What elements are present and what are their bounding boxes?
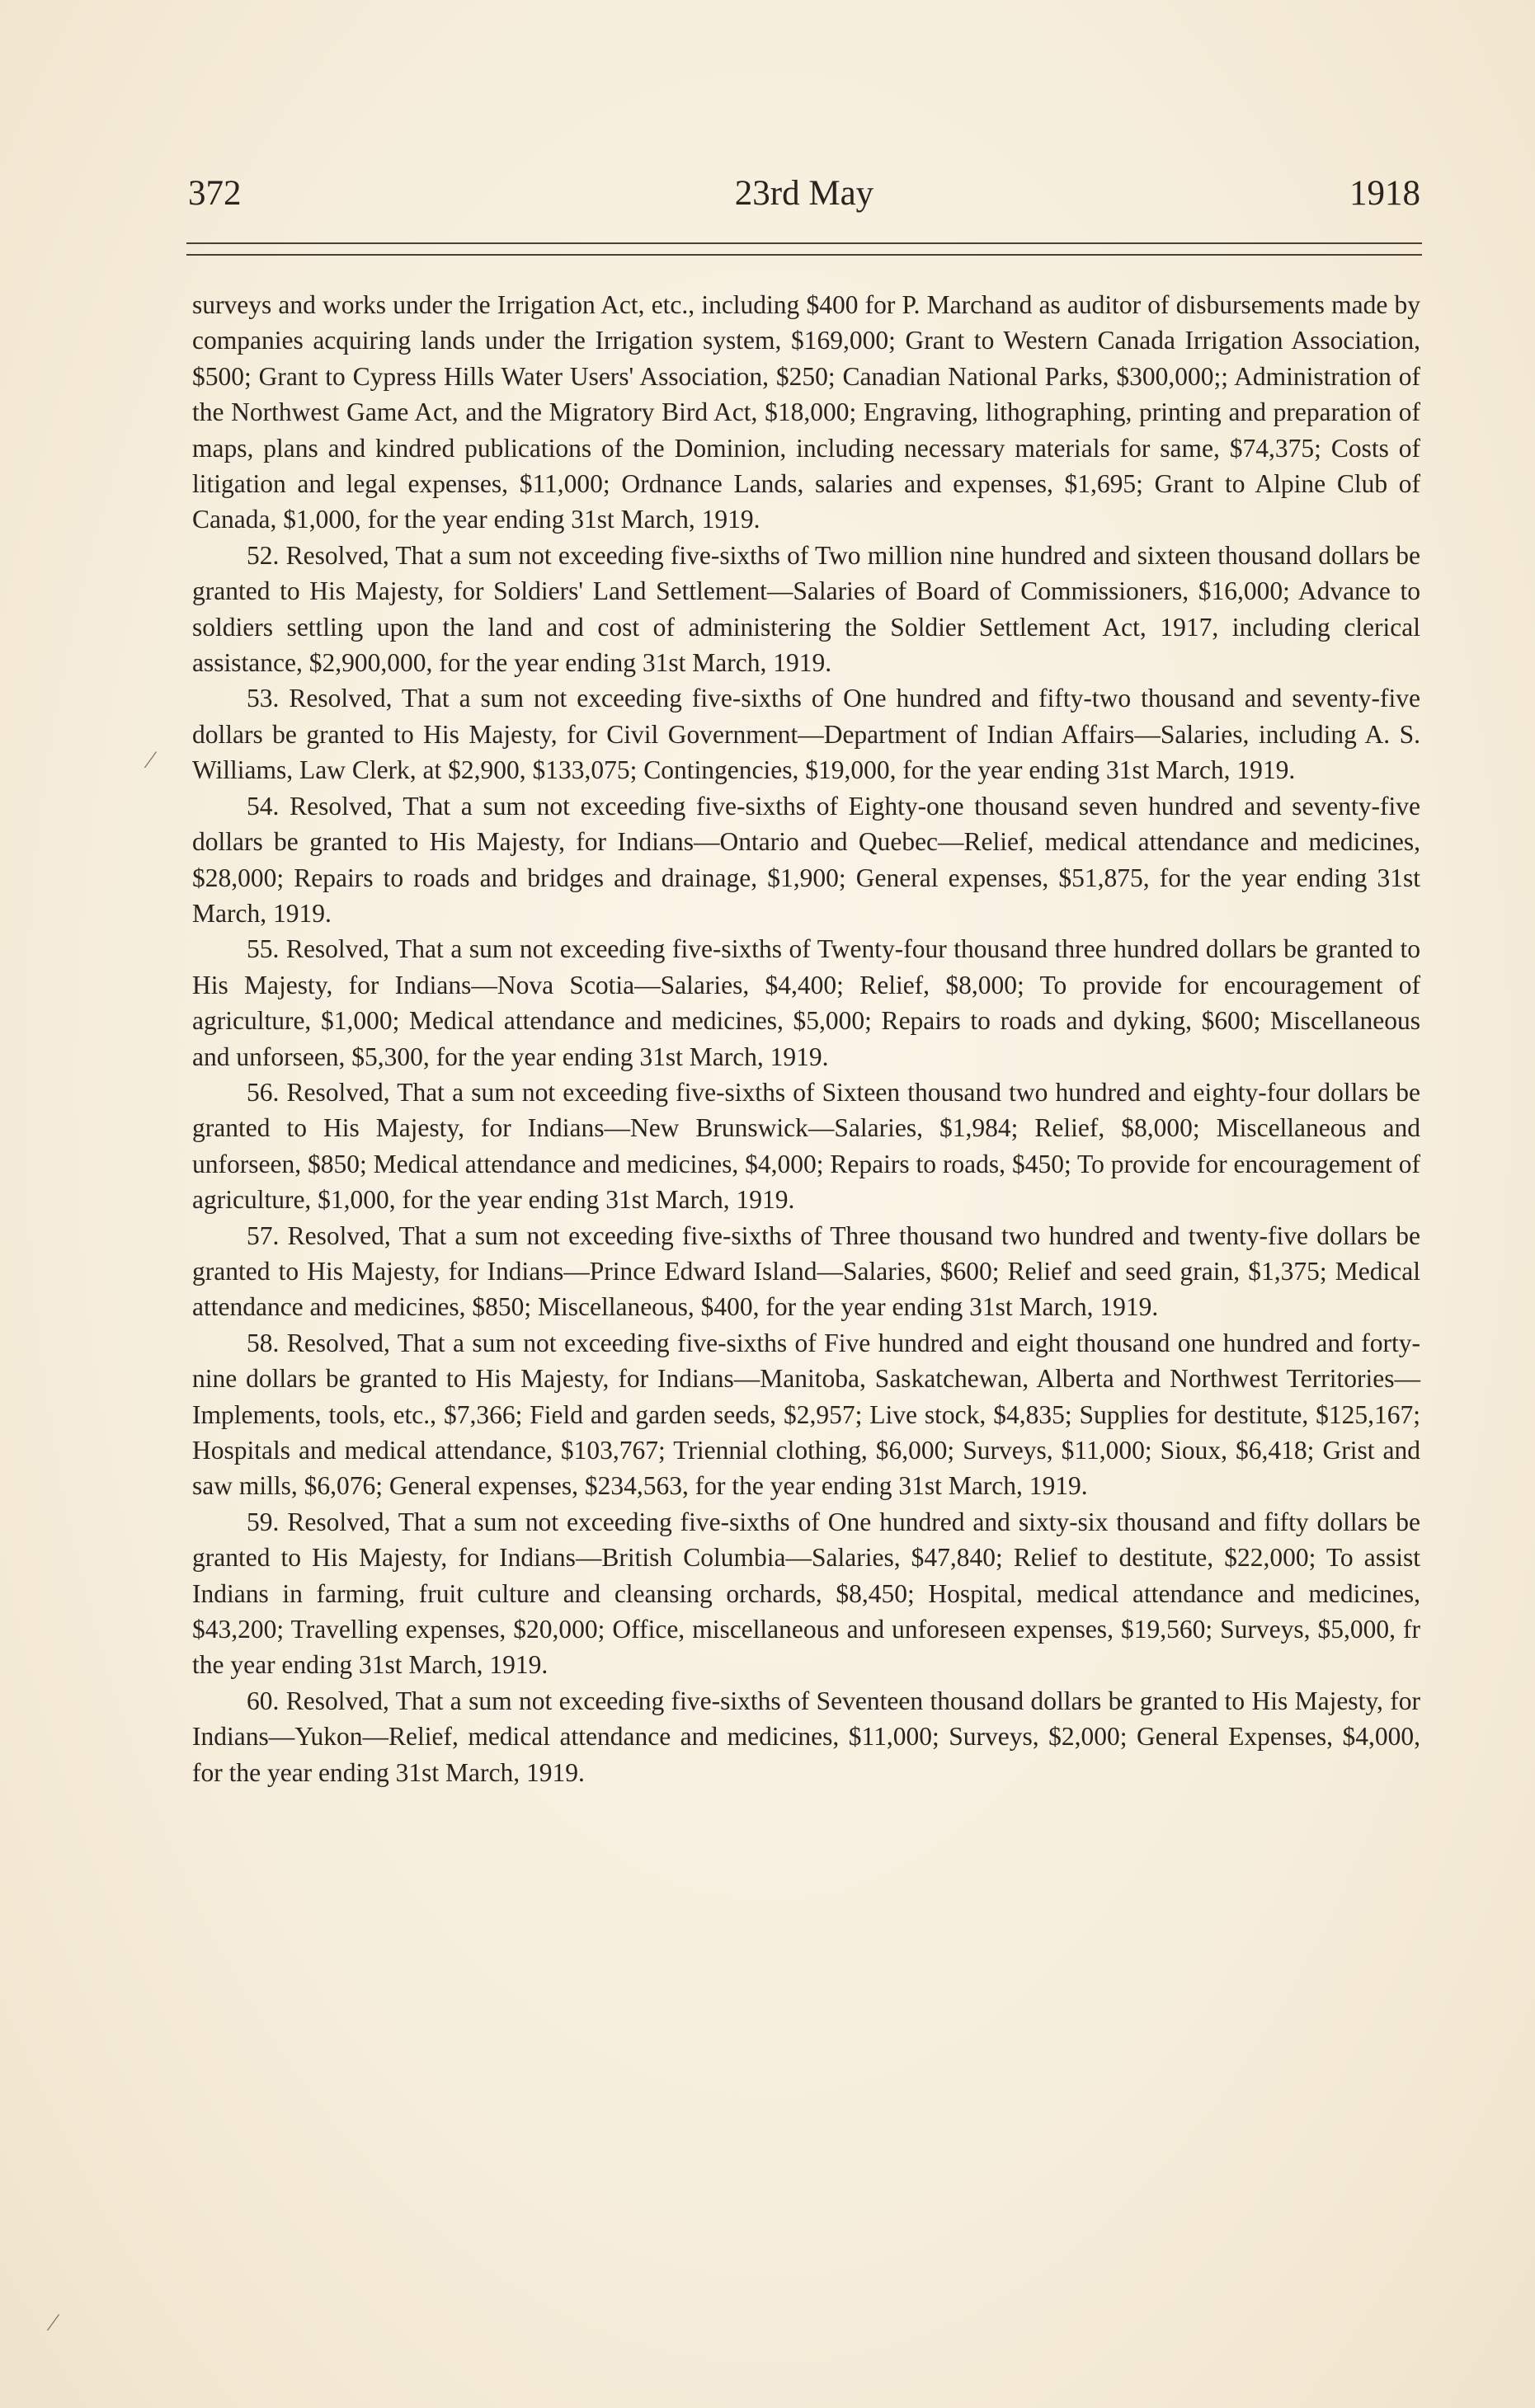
paragraph-59: 59. Resolved, That a sum not exceeding five-sixths of One hundred and sixty-six thousand and fifty dollars be granted to His Majesty, for Indians—British Columbia—Salaries, $47,840; Relief to destitute, $22,000; To assist Indians in farming, fruit culture and cleansing orchards, $8,450; Hospital, medical attendance and medicines, $43,200; Travelling expenses, $20,000; Office, miscellaneous and unforeseen expenses, $19,560; Surveys, $5,000, fr the year ending 31st March, 1919. bbox=[192, 1507, 1420, 1680]
header-rule-bottom bbox=[186, 254, 1422, 256]
margin-pencil-mark: ⁄ bbox=[148, 746, 153, 774]
paragraph-54: 54. Resolved, That a sum not exceeding five-sixths of Eighty-one thousand seven hundred and seventy-five dollars be granted to His Majesty, for Indians—Ontario and Quebec—Relief, medical attendance and medicines, $28,000; Repairs to roads and bridges and drainage, $1,900; General expenses, $51,875, for the year ending 31st March, 1919. bbox=[192, 791, 1420, 928]
paragraph-55: 55. Resolved, That a sum not exceeding five-sixths of Twenty-four thousand three hundred dollars be granted to His Majesty, for Indians—Nova Scotia—Salaries, $4,400; Relief, $8,000; To provide for encouragement of agriculture, $1,000; Medical attendance and medicines, $5,000; Repairs to roads and dyking, $600; Miscellaneous and unforseen, $5,300, for the year ending 31st March, 1919. bbox=[192, 934, 1420, 1071]
paragraph-continuation: surveys and works under the Irrigation Act, etc., including $400 for P. Marchand as auditor of disbursements made by companies acquiring lands under the Irrigation system, $169,000; Grant to Western Canada Irrigation Association, $500; Grant to Cypress Hills Water Users' Association, $250; Canadian National Parks, $300,000;; Administration of the Northwest Game Act, and the Migratory Bird Act, $18,000; Engraving, lithographing, printing and preparation of maps, plans and kindred publications of the Dominion, including necessary materials for same, $74,375; Costs of litigation and legal expenses, $11,000; Ordnance Lands, salaries and expenses, $1,695; Grant to Alpine Club of Canada, $1,000, for the year ending 31st March, 1919. bbox=[192, 290, 1420, 534]
page-date: 23rd May bbox=[734, 174, 874, 213]
paragraph-52: 52. Resolved, That a sum not exceeding five-sixths of Two million nine hundred and sixteen thousand dollars be granted to His Majesty, for Soldiers' Land Settlement—Salaries of Board of Commissioners, $16,000; Advance to soldiers settling upon the land and cost of administering the Soldier Settlement Act, 1917, including clerical assistance, $2,900,000, for the year ending 31st March, 1919. bbox=[192, 540, 1420, 678]
paragraph-53: 53. Resolved, That a sum not exceeding five-sixths of One hundred and fifty-two thousand and seventy-five dollars be granted to His Majesty, for Civil Government—Department of Indian Affairs—Salaries, including A. S. Williams, Law Clerk, at $2,900, $133,075; Contingencies, $19,000, for the year ending 31st March, 1919. bbox=[192, 684, 1420, 785]
paragraph-60: 60. Resolved, That a sum not exceeding five-sixths of Seventeen thousand dollars be granted to His Majesty, for Indians—Yukon—Relief, medical attendance and medicines, $11,000; Surveys, $2,000; General Expenses, $4,000, for the year ending 31st March, 1919. bbox=[192, 1686, 1420, 1787]
page-header bbox=[188, 169, 1420, 219]
document-body bbox=[192, 287, 1420, 1790]
header-rule-top bbox=[186, 242, 1422, 244]
paragraph-57: 57. Resolved, That a sum not exceeding five-sixths of Three thousand two hundred and twenty-five dollars be granted to His Majesty, for Indians—Prince Edward Island—Salaries, $600; Relief and seed grain, $1,375; Medical attendance and medicines, $850; Miscellaneous, $400, for the year ending 31st March, 1919. bbox=[192, 1220, 1420, 1322]
paragraph-58: 58. Resolved, That a sum not exceeding five-sixths of Five hundred and eight thousand one hundred and forty-nine dollars be granted to His Majesty, for Indians—Manitoba, Saskatchewan, Alberta and Northwest Territories—Implements, tools, etc., $7,366; Field and garden seeds, $2,957; Live stock, $4,835; Supplies for destitute, $125,167; Hospitals and medical attendance, $103,767; Triennial clothing, $6,000; Surveys, $11,000; Sioux, $6,418; Grist and saw mills, $6,076; General expenses, $234,563, for the year ending 31st March, 1919. bbox=[192, 1328, 1420, 1501]
page-year: 1918 bbox=[1349, 174, 1420, 213]
page-number: 372 bbox=[188, 174, 242, 213]
paragraph-56: 56. Resolved, That a sum not exceeding five-sixths of Sixteen thousand two hundred and eighty-four dollars be granted to His Majesty, for Indians—New Brunswick—Salaries, $1,984; Relief, $8,000; Miscellaneous and unforseen, $850; Medical attendance and medicines, $4,000; Repairs to roads, $450; To provide for encouragement of agriculture, $1,000, for the year ending 31st March, 1919. bbox=[192, 1077, 1420, 1215]
margin-corner-mark: ⁄ bbox=[51, 2309, 56, 2336]
